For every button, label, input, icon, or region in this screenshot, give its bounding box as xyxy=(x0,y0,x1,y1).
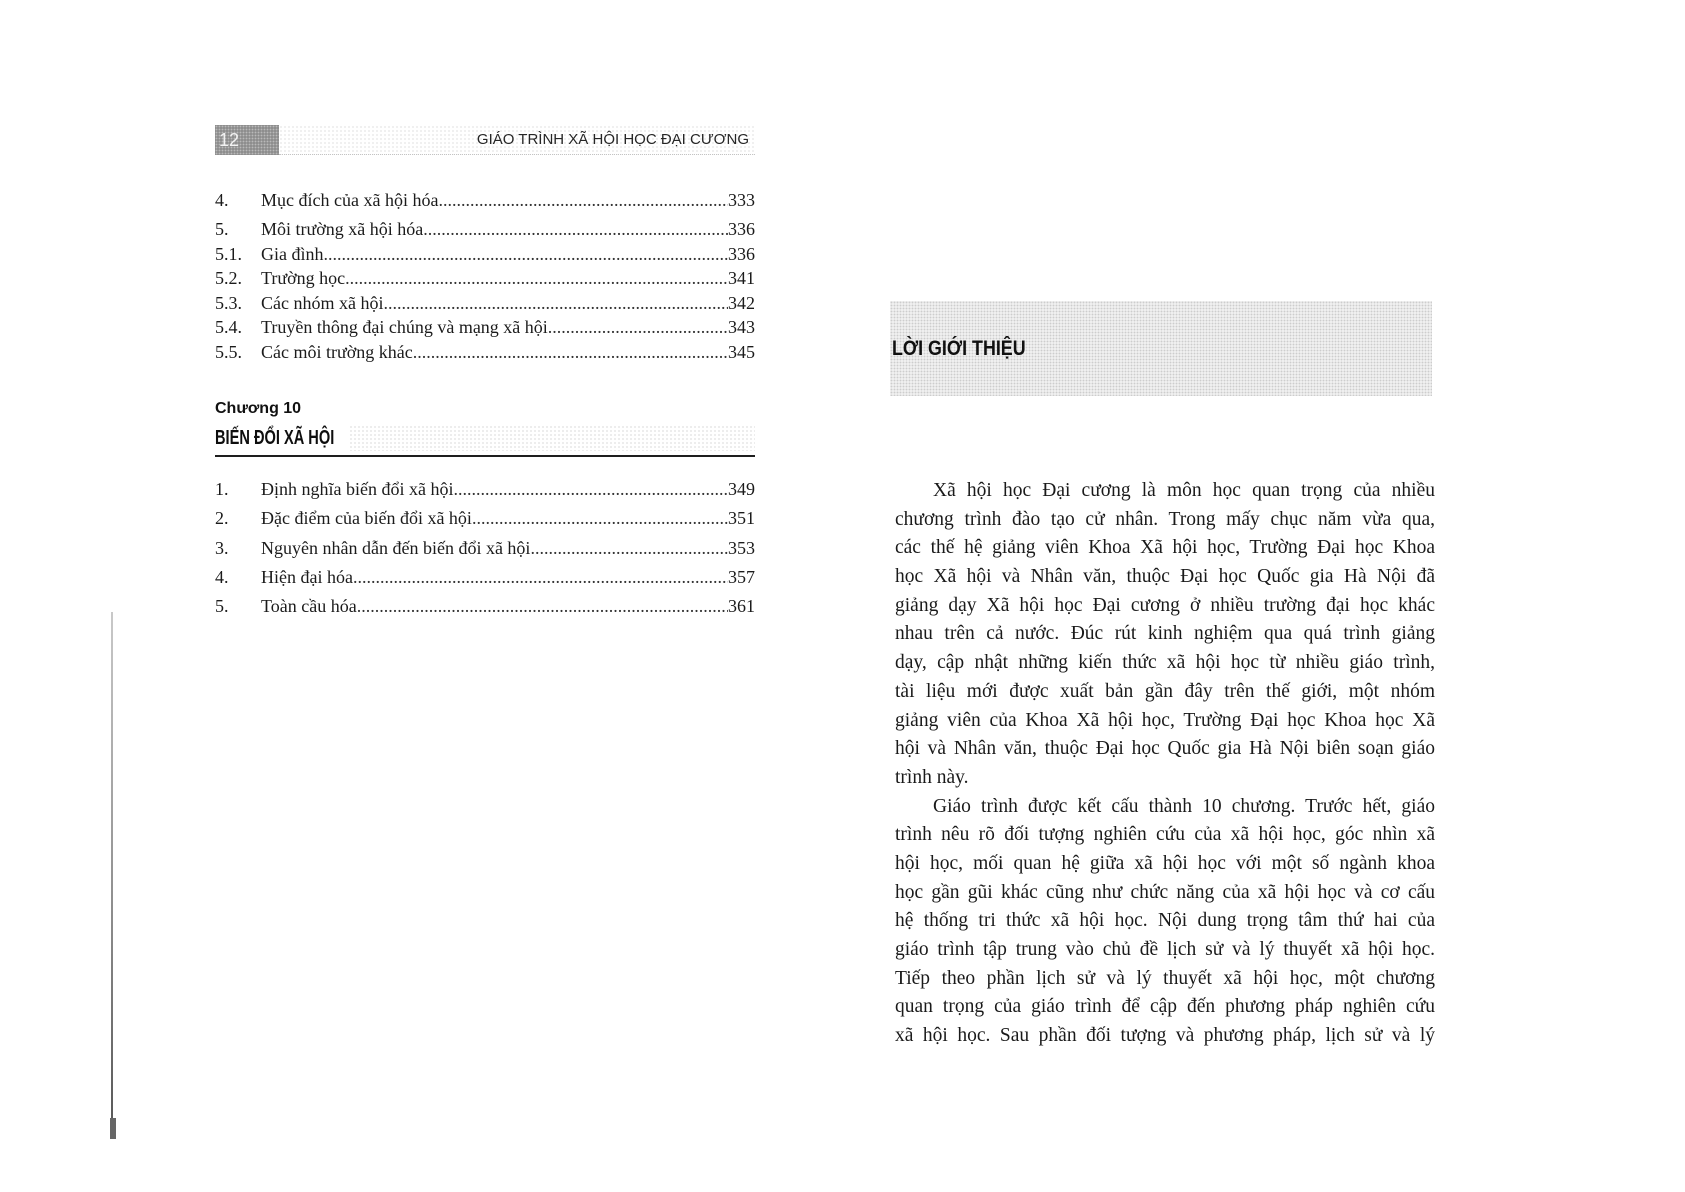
chapter-title: BIẾN ĐỔI XÃ HỘI xyxy=(215,427,335,449)
text-line: Giáo trình được kết cấu thành 10 chương. Trước hết, giáo xyxy=(933,795,1435,817)
binding-shadow xyxy=(111,612,113,1139)
toc-title: Toàn cầu hóa xyxy=(261,596,357,617)
toc-page: 343 xyxy=(728,317,755,338)
toc-number: 2. xyxy=(215,508,229,529)
text-line: trình này. xyxy=(895,766,969,788)
toc-number: 5.4. xyxy=(215,317,242,338)
toc-title: Đặc điểm của biến đổi xã hội xyxy=(261,508,472,529)
toc-title: Hiện đại hóa xyxy=(261,566,353,587)
text-line: nhau trên cả nước. Đúc rút kinh nghiệm qua quá trình giảng xyxy=(895,623,1435,645)
section-heading xyxy=(890,301,1432,396)
paragraph xyxy=(895,793,1435,1051)
text-line: hội học, mối quan hệ giữa xã hội học với một số ngành khoa xyxy=(895,852,1435,874)
chapter-label: Chương 10 xyxy=(215,400,302,417)
introduction-body xyxy=(895,477,1435,1051)
text-line: giảng dạy Xã hội học Đại cương ở nhiều trường đại học khác xyxy=(895,594,1435,616)
toc-continued xyxy=(215,188,755,365)
chapter-heading-texture xyxy=(349,425,755,451)
toc-number: 5. xyxy=(215,219,229,240)
toc-leader xyxy=(345,266,728,291)
running-header xyxy=(215,125,755,155)
toc-row xyxy=(215,291,755,316)
text-line: hệ thống tri thức xã hội học. Nội dung trọng tâm thứ hai của xyxy=(895,910,1435,932)
text-line: học gần gũi khác cũng như chức năng của xã hội học và cơ cấu xyxy=(895,881,1435,903)
toc-leader xyxy=(423,217,728,242)
toc-title: Gia đình xyxy=(261,243,324,264)
toc-row xyxy=(215,188,755,213)
text-line: hội và Nhân văn, thuộc Đại học Quốc gia Hà Nội biên soạn giáo xyxy=(895,738,1435,760)
toc-leader xyxy=(413,340,728,365)
toc-leader xyxy=(530,534,728,563)
toc-row xyxy=(215,475,755,504)
chapter-toc xyxy=(215,475,755,621)
toc-title: Định nghĩa biến đổi xã hội xyxy=(261,479,454,499)
binding-shadow-foot xyxy=(110,1118,116,1139)
toc-title: Môi trường xã hội hóa xyxy=(261,219,424,240)
text-line: tài liệu mới được xuất bản gần đây trên thế giới, một nhóm xyxy=(895,680,1435,702)
toc-number: 5.2. xyxy=(215,268,242,289)
toc-title: Nguyên nhân dẫn đến biến đổi xã hội xyxy=(261,537,531,558)
book-title-header: GIÁO TRÌNH XÃ HỘI HỌC ĐẠI CƯƠNG xyxy=(279,125,755,155)
toc-leader xyxy=(324,242,729,267)
toc-number: 5.1. xyxy=(215,243,242,264)
toc-row xyxy=(215,315,755,340)
toc-row xyxy=(215,504,755,533)
toc-row xyxy=(215,217,755,242)
text-line: học Xã hội và Nhân văn, thuộc Đại học Quốc gia Hà Nội đã xyxy=(895,566,1435,588)
text-line: quan trọng của giáo trình để cập đến phương pháp nghiên cứu xyxy=(895,996,1435,1018)
text-line: trình nêu rõ đối tượng nghiên cứu của xã hội học, góc nhìn xã xyxy=(895,824,1435,846)
toc-page: 345 xyxy=(728,342,755,363)
page-number: 12 xyxy=(215,125,279,155)
toc-leader xyxy=(453,475,728,504)
toc-page: 353 xyxy=(728,537,755,558)
toc-title: Các nhóm xã hội xyxy=(261,292,384,313)
text-line: Tiếp theo phần lịch sử và lý thuyết xã hội học, một chương xyxy=(895,967,1435,989)
toc-number: 5. xyxy=(215,596,229,617)
text-line: Xã hội học Đại cương là môn học quan trọng của nhiều xyxy=(933,480,1435,501)
toc-number: 1. xyxy=(215,479,229,499)
toc-title: Trường học xyxy=(261,268,346,289)
toc-page: 333 xyxy=(728,190,755,210)
toc-title: Mục đích của xã hội hóa xyxy=(261,190,439,210)
toc-page: 357 xyxy=(728,566,755,587)
toc-number: 4. xyxy=(215,190,229,210)
toc-row xyxy=(215,242,755,267)
toc-page: 361 xyxy=(728,596,755,617)
text-line: dạy, cập nhật những kiến thức xã hội học từ nhiều giáo trình, xyxy=(895,652,1435,674)
toc-leader xyxy=(472,504,728,533)
toc-leader xyxy=(438,188,728,213)
toc-page: 342 xyxy=(728,292,755,313)
toc-number: 3. xyxy=(215,537,229,558)
chapter-rule xyxy=(215,455,755,457)
toc-title: Truyền thông đại chúng và mạng xã hội xyxy=(261,317,548,338)
toc-row xyxy=(215,266,755,291)
toc-title: Các môi trường khác xyxy=(261,342,413,363)
toc-page: 341 xyxy=(728,268,755,289)
toc-page: 351 xyxy=(728,508,755,529)
toc-row xyxy=(215,534,755,563)
toc-leader xyxy=(353,563,728,592)
toc-number: 4. xyxy=(215,566,229,587)
text-line: các thế hệ giảng viên Khoa Xã hội học, Trường Đại học Khoa xyxy=(895,537,1435,559)
toc-leader xyxy=(548,315,728,340)
toc-row xyxy=(215,340,755,365)
text-line: giảng viên của Khoa Xã hội học, Trường Đại học Khoa học Xã xyxy=(895,709,1435,731)
toc-leader xyxy=(357,592,728,621)
toc-row xyxy=(215,563,755,592)
toc-number: 5.3. xyxy=(215,292,242,313)
text-line: giáo trình tập trung vào chủ đề lịch sử và lý thuyết xã hội học. xyxy=(895,939,1435,960)
toc-page: 336 xyxy=(728,243,755,264)
paragraph xyxy=(895,477,1435,793)
toc-page: 336 xyxy=(728,219,755,240)
toc-page: 349 xyxy=(728,479,755,499)
toc-row xyxy=(215,592,755,621)
toc-leader xyxy=(383,291,728,316)
toc-number: 5.5. xyxy=(215,342,242,363)
chapter-heading xyxy=(215,423,755,453)
text-line: chương trình đào tạo cử nhân. Trong mấy chục năm vừa qua, xyxy=(895,508,1435,530)
text-line: xã hội học. Sau phần đối tượng và phương pháp, lịch sử và lý xyxy=(895,1025,1435,1047)
section-title: LỜI GIỚI THIỆU xyxy=(892,337,1026,360)
